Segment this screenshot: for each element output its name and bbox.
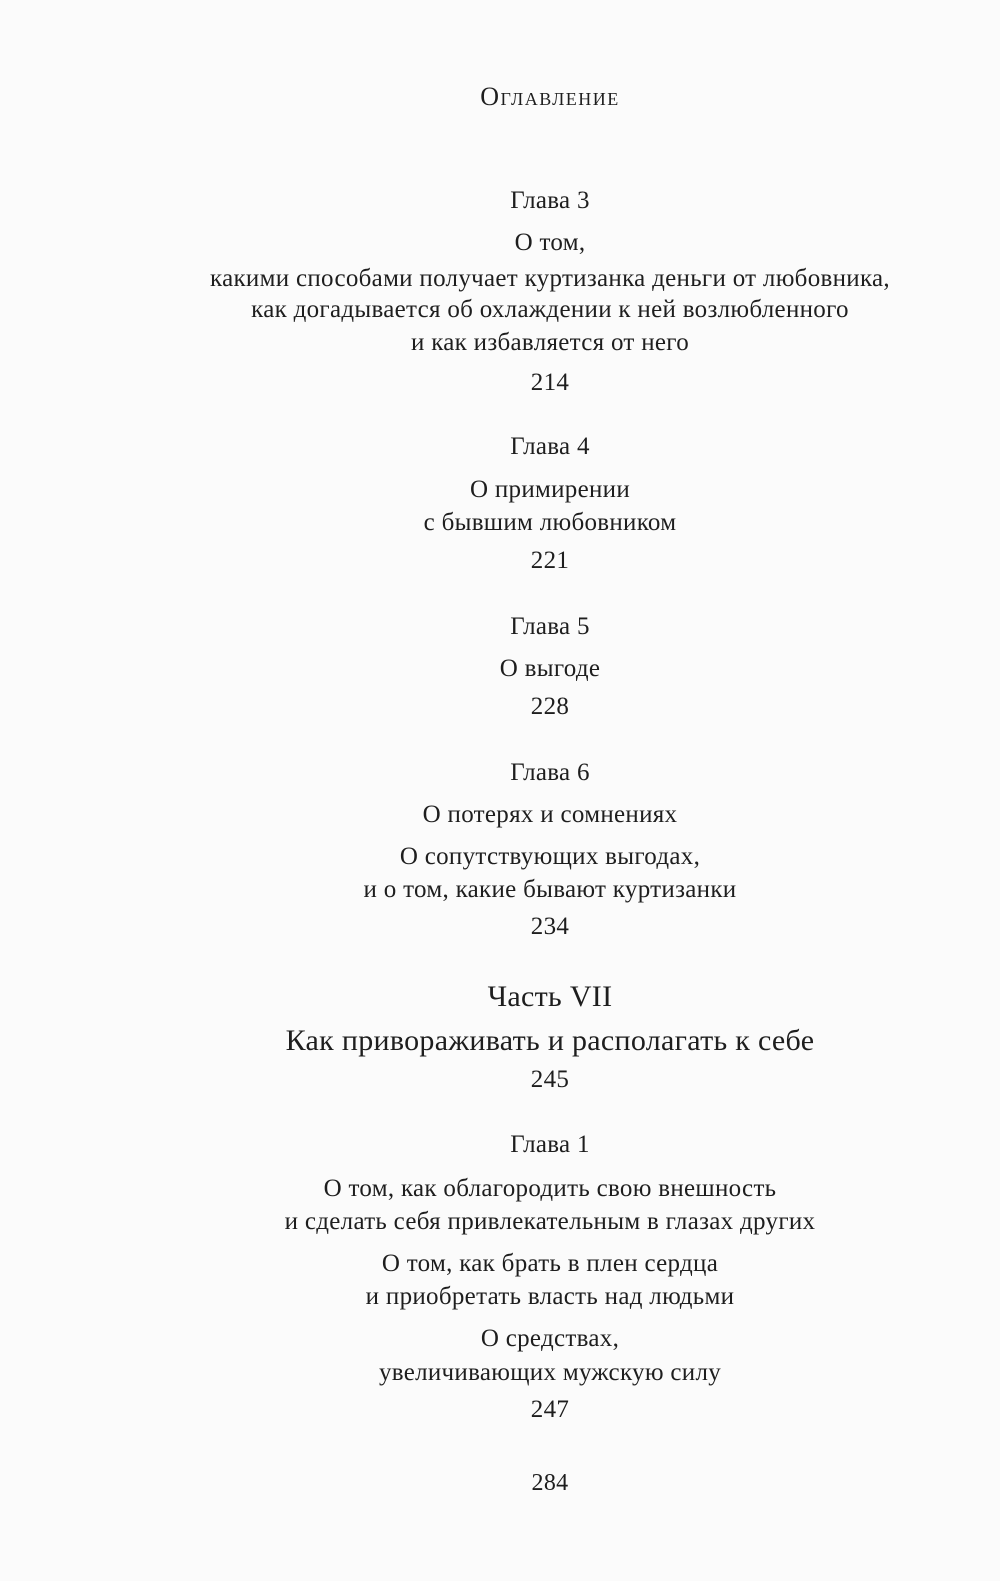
chapter-3-page: 214 [530, 369, 570, 396]
part-chapter-1-title-line: О том, как облагородить свою внешность [323, 1175, 777, 1202]
chapter-6-heading: Глава 6 [510, 759, 590, 786]
chapter-6-title-line: О потерях и сомнениях [422, 801, 678, 828]
part-chapter-1-title-line: и сделать себя привлекательным в глазах других [284, 1208, 816, 1235]
chapter-5-page: 228 [530, 693, 570, 720]
chapter-6-title-line: О сопутствующих выгодах, [399, 843, 701, 870]
chapter-4-title-line: О примирении [469, 476, 631, 503]
chapter-6-page: 234 [530, 913, 570, 940]
chapter-3-title-line: как догадывается об охлаждении к ней возлюбленного [251, 296, 849, 323]
part-chapter-1-heading: Глава 1 [510, 1131, 590, 1158]
part-title: Как привораживать и располагать к себе [285, 1024, 815, 1057]
part-page: 245 [530, 1066, 570, 1093]
chapter-3-title-line: О том, [514, 229, 586, 256]
part-chapter-1-title-line: и приобретать власть над людьми [365, 1283, 735, 1310]
part-chapter-1-page: 247 [530, 1396, 570, 1423]
part-chapter-1-title-line: О средствах, [480, 1325, 620, 1352]
part-chapter-1-title-line: увеличивающих мужскую силу [378, 1359, 722, 1386]
chapter-4-page: 221 [530, 547, 570, 574]
chapter-3-title-line: какими способами получает куртизанка деньги от любовника, [210, 265, 890, 292]
chapter-6-title-line: и о том, какие бывают куртизанки [363, 876, 737, 903]
page-header: Оглавление [480, 82, 620, 111]
chapter-4-title-line: с бывшим любовником [423, 509, 677, 536]
chapter-3-title-line: и как избавляется от него [410, 329, 690, 356]
page-number: 284 [531, 1470, 569, 1496]
chapter-4-heading: Глава 4 [510, 433, 590, 460]
chapter-5-title-line: О выгоде [499, 655, 601, 682]
part-heading: Часть VII [487, 980, 613, 1013]
chapter-3-heading: Глава 3 [510, 187, 590, 214]
part-chapter-1-title-line: О том, как брать в плен сердца [381, 1250, 719, 1277]
chapter-5-heading: Глава 5 [510, 613, 590, 640]
